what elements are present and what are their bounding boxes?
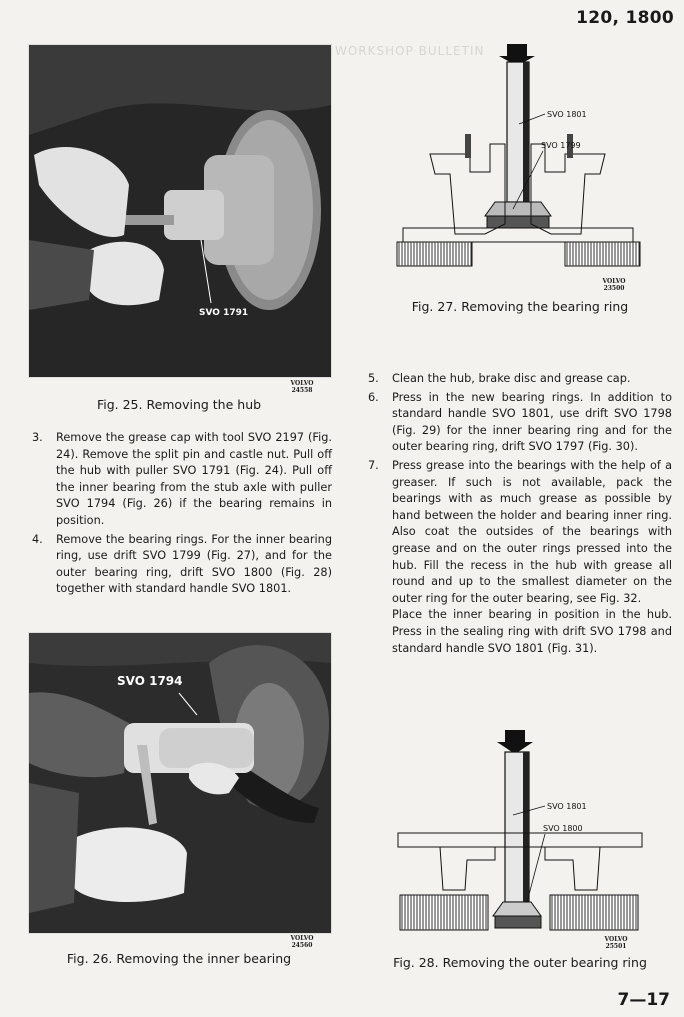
fig26-caption: Fig. 26. Removing the inner bearing [66, 951, 292, 966]
fig27-volvo-mark [598, 278, 630, 292]
fig25-caption: Fig. 25. Removing the hub [96, 397, 262, 412]
volvo-wordmark: VOLVO [604, 936, 628, 943]
fig25-callout: SVO 1791 [199, 308, 249, 318]
right-column-text [368, 371, 672, 657]
volvo-wordmark: VOLVO [602, 278, 626, 285]
fig26-illustration [29, 633, 331, 933]
step-text: Press in the new bearing rings. In addition to standard handle SVO 1801, use drift SVO 1798 (Fig. 29) for the inner bearing ring and for the outer bearing ring, drift SVO 1797 (Fig. 30). [392, 390, 672, 454]
fig28-volvo-mark [600, 936, 632, 950]
fig25-volvo-mark [282, 380, 322, 394]
model-codes-header: 120, 1800 [576, 8, 674, 28]
step-number: 3. [32, 431, 43, 444]
illustration-number: 24558 [291, 387, 313, 394]
fig28-illustration [395, 730, 645, 955]
step-text: Remove the bearing rings. For the inner bearing ring, use drift SVO 1799 (Fig. 27), and for the outer bearing ring, drift SVO 1800 (Fig. 28) together with standard handle SVO 1801. [56, 532, 332, 596]
fig27-diagram [395, 44, 645, 284]
fig26-callout: SVO 1794 [117, 674, 183, 688]
step-3 [32, 430, 332, 530]
left-column-text [32, 430, 332, 598]
lower-hand [89, 242, 164, 305]
fig26-volvo-mark [282, 935, 322, 949]
bleed-through-text: WORKSHOP BULLETIN [335, 44, 485, 58]
step-7-continued: Place the inner bearing in position in the hub. Press in the sealing ring with drift SVO 1798 and standard handle SVO 1801 (Fig. 31). [392, 608, 672, 655]
drift-svo1800 [495, 916, 541, 928]
fig25-illustration [29, 45, 331, 377]
fig28-label-drift: SVO 1800 [543, 824, 583, 833]
volvo-wordmark: VOLVO [290, 935, 314, 942]
step-text: Remove the grease cap with tool SVO 2197 (Fig. 24). Remove the split pin and castle nut. Pull off the hub with puller SVO 1791 (Fig. 24). Pull off the inner bearing from the stub axle with puller SVO 1794 (Fig. 26) if the bearing remains in position. [56, 431, 332, 527]
fig25-photo [28, 44, 332, 378]
step-6 [368, 390, 672, 456]
fig26-photo [28, 632, 332, 934]
fig28-diagram [395, 730, 645, 955]
step-text: Press grease into the bearings with the help of a greaser. If such is not available, pack the bearings with as much grease as possible by hand between the holder and bearing inner ring. Also coat the outsides of the bearings with grease and on the outer rings pressed into the hub. Fill the recess in the hub with grease all round and up to the smallest diameter on the outer ring for the outer bearing, see Fig. 32. [392, 458, 672, 605]
step-4 [32, 532, 332, 598]
fig27-label-drift: SVO 1799 [541, 141, 581, 150]
step-number: 6. [368, 390, 379, 404]
illustration-number: 24560 [291, 942, 313, 949]
step-number: 4. [32, 532, 43, 546]
volvo-wordmark: VOLVO [290, 380, 314, 387]
fig27-caption: Fig. 27. Removing the bearing ring [411, 299, 629, 314]
illustration-number: 23500 [603, 285, 625, 292]
step-text: Clean the hub, brake disc and grease cap. [392, 372, 631, 385]
hand [74, 827, 187, 902]
step-number: 7. [368, 458, 379, 472]
press-arrow-icon [497, 730, 533, 754]
illustration-number: 25501 [605, 943, 627, 950]
drift-svo1799 [487, 216, 549, 228]
fig27-illustration [395, 44, 645, 284]
step-5 [368, 371, 672, 388]
fig28-caption: Fig. 28. Removing the outer bearing ring [393, 955, 647, 970]
step-7 [368, 458, 672, 607]
fig27-label-handle: SVO 1801 [547, 110, 587, 119]
fig28-label-handle: SVO 1801 [547, 802, 587, 811]
step-number: 5. [368, 372, 379, 385]
page-number: 7—17 [617, 990, 670, 1010]
wheel-stud [465, 134, 471, 158]
